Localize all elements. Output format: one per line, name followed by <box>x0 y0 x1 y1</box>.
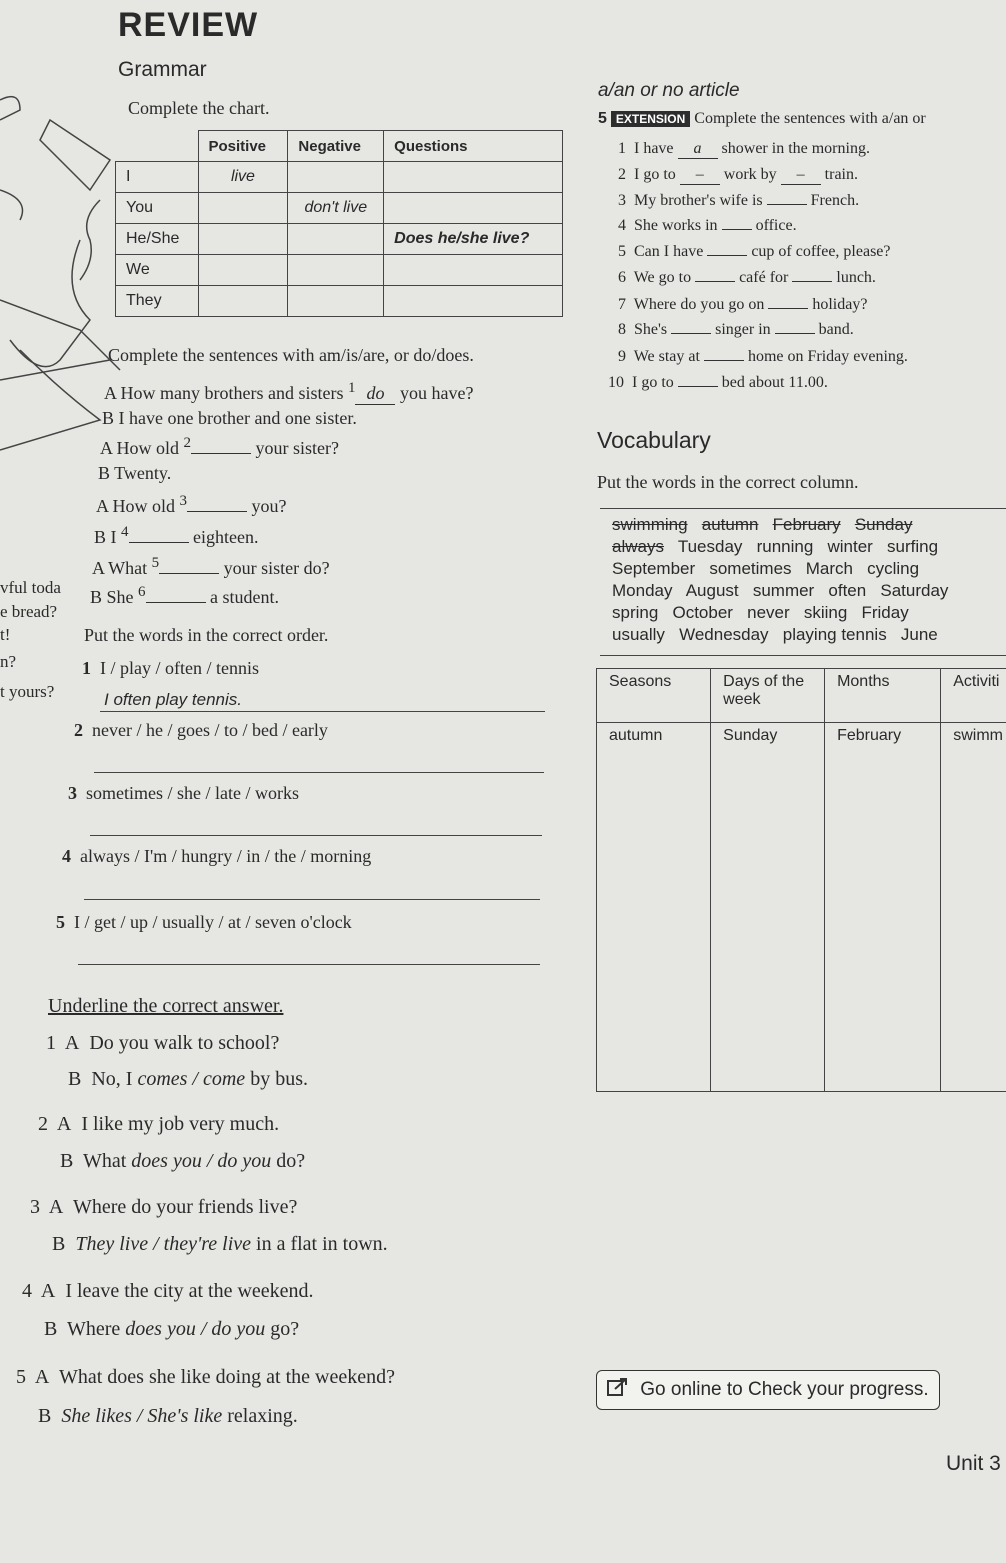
answer-blank[interactable] <box>159 573 219 574</box>
dialogue-line: B Twenty. <box>98 463 172 483</box>
ex1-instruction: Complete the chart. <box>128 98 270 118</box>
answer-blank[interactable]: do <box>355 383 395 405</box>
word: September <box>612 559 696 578</box>
ex5-item: 3 My brother's wife is French. <box>618 192 860 209</box>
margin-fragment: t yours? <box>0 682 55 701</box>
chart-cell-question[interactable] <box>384 193 563 224</box>
chart-cell-question[interactable] <box>384 255 563 286</box>
unit-label: Unit 3 <box>946 1452 1001 1475</box>
chart-cell-negative[interactable] <box>288 162 384 193</box>
chart-subject: They <box>116 286 199 317</box>
extension-badge: EXTENSION <box>611 111 690 127</box>
article-heading: a/an or no article <box>598 80 740 101</box>
answer-blank[interactable] <box>146 602 206 603</box>
ex4-question: 3 A Where do your friends live? <box>30 1196 298 1218</box>
column-header-months: Months <box>825 669 941 723</box>
dialogue-line: B She $^6$ a student. <box>90 584 280 607</box>
chart-cell-positive[interactable] <box>198 286 288 317</box>
word: Tuesday <box>677 537 743 556</box>
chart-subject: You <box>116 193 199 224</box>
ex5-item: 6 We go to café for lunch. <box>618 269 876 286</box>
word: always <box>612 537 664 556</box>
chart-cell-negative[interactable]: don't live <box>288 193 384 224</box>
answer-choice[interactable]: She likes / She's like <box>61 1405 223 1427</box>
word-box-top <box>600 508 1006 509</box>
chart-row <box>116 193 563 224</box>
dialogue-line: A What $^5$ your sister do? <box>92 555 330 578</box>
word: Friday <box>861 603 909 622</box>
word: running <box>756 537 814 556</box>
ex5-item: 4 She works in office. <box>618 217 797 234</box>
word-row <box>612 558 948 580</box>
chart-row <box>116 286 563 317</box>
chart-cell-question[interactable] <box>384 162 563 193</box>
chart-cell-negative[interactable] <box>288 224 384 255</box>
word: playing tennis <box>782 625 887 644</box>
vocabulary-heading: Vocabulary <box>597 427 711 453</box>
ex4-answer: B They live / they're live in a flat in town. <box>52 1233 388 1255</box>
column-header-seasons: Seasons <box>597 669 711 723</box>
chart-header-row <box>116 131 563 162</box>
chart-cell-positive[interactable] <box>198 255 288 286</box>
ex4-question: 2 A I like my job very much. <box>38 1113 280 1135</box>
ex3-item: 5 I / get / up / usually / at / seven o'clock <box>56 912 352 932</box>
ex3-item: 2 never / he / goes / to / bed / early <box>74 720 328 740</box>
chart-header-negative: Negative <box>288 131 384 162</box>
dialogue-line: A How many brothers and sisters $^1$ do you have? <box>104 380 474 403</box>
chart-header-positive: Positive <box>198 131 288 162</box>
chart-cell-negative[interactable] <box>288 286 384 317</box>
answer-line[interactable] <box>84 899 540 900</box>
word: February <box>772 515 841 534</box>
answer-blank[interactable] <box>129 542 189 543</box>
word: often <box>828 581 867 600</box>
margin-fragment: e bread? <box>0 602 58 621</box>
margin-fragment: vful toda <box>0 578 61 597</box>
ex3-item: 1 I / play / often / tennis <box>82 658 259 678</box>
margin-fragment: t! <box>0 625 11 644</box>
ex3-instruction: Put the words in the correct order. <box>84 625 329 645</box>
chart-cell-positive[interactable]: live <box>198 162 288 193</box>
word: swimming <box>612 515 688 534</box>
ex5-header: 5 EXTENSION Complete the sentences with a/an or <box>598 110 926 127</box>
word: autumn <box>701 515 759 534</box>
ex3-item: 4 always / I'm / hungry / in / the / morning <box>62 846 372 866</box>
ex4-answer: B No, I comes / come by bus. <box>68 1068 308 1090</box>
days-column[interactable]: Sunday <box>711 723 825 1092</box>
answer-choice[interactable]: does you / do you <box>131 1150 272 1172</box>
word-row <box>612 580 948 602</box>
ex2-instruction: Complete the sentences with am/is/are, or do/does. <box>108 345 474 365</box>
external-link-icon <box>607 1377 629 1403</box>
dialogue-line: B I have one brother and one sister. <box>102 408 357 428</box>
column-header-days: Days of the week <box>711 669 825 723</box>
chart-row <box>116 255 563 286</box>
word: never <box>747 603 790 622</box>
dialogue-line: A How old $^2$ your sister? <box>100 435 339 458</box>
ex5-item: 8 She's singer in band. <box>618 321 854 338</box>
word: Saturday <box>880 581 949 600</box>
chart-cell-positive[interactable] <box>198 224 288 255</box>
ex4-question: 5 A What does she like doing at the weekend? <box>16 1366 395 1388</box>
word-bank <box>612 514 948 646</box>
chart-cell-negative[interactable] <box>288 255 384 286</box>
ex5-item: 7 Where do you go on holiday? <box>618 296 868 313</box>
answer-blank[interactable] <box>191 453 251 454</box>
answer-line <box>100 711 545 712</box>
word-row <box>612 514 948 536</box>
chart-cell-question[interactable] <box>384 286 563 317</box>
word: Wednesday <box>679 625 769 644</box>
word: August <box>685 581 739 600</box>
answer-choice[interactable]: They live / they're live <box>75 1233 252 1255</box>
word-row <box>612 602 948 624</box>
vocab-instruction: Put the words in the correct column. <box>597 472 859 492</box>
ex5-item: 2 I go to – work by – train. <box>618 166 858 183</box>
answer-choice[interactable]: does you / do you <box>125 1318 266 1340</box>
margin-fragment: n? <box>0 652 17 671</box>
answer-line[interactable] <box>94 772 544 773</box>
grammar-heading: Grammar <box>118 58 207 81</box>
ex3-item: 3 sometimes / she / late / works <box>68 783 299 803</box>
column-header-activities: Activiti <box>941 669 1006 723</box>
dialogue-line: B I $^4$ eighteen. <box>94 524 259 547</box>
dialogue-line: A How old $^3$ you? <box>96 493 287 516</box>
word: skiing <box>803 603 848 622</box>
word: sometimes <box>709 559 792 578</box>
word: June <box>900 625 938 644</box>
word: surfing <box>887 537 939 556</box>
page-title: REVIEW <box>118 6 259 44</box>
seasons-column[interactable]: autumn <box>597 723 711 1092</box>
months-column[interactable]: February <box>825 723 941 1092</box>
ex3-answer[interactable]: I often play tennis. <box>104 690 242 709</box>
word: winter <box>827 537 873 556</box>
word: October <box>672 603 733 622</box>
ex5-item: 10 I go to bed about 11.00. <box>608 374 828 391</box>
word: usually <box>612 625 665 644</box>
answer-line[interactable] <box>90 835 542 836</box>
word-row <box>612 536 948 558</box>
online-progress-text: Go online to Check your progress. <box>640 1379 929 1401</box>
answer-blank[interactable] <box>187 511 247 512</box>
word-box-bottom <box>600 655 1006 656</box>
word: March <box>805 559 853 578</box>
answer-choice[interactable]: comes / come <box>137 1068 246 1090</box>
chart-subject: I <box>116 162 199 193</box>
ex4-question: 1 A Do you walk to school? <box>46 1032 280 1054</box>
ex4-answer: B What does you / do you do? <box>60 1150 306 1172</box>
verb-chart <box>115 130 563 317</box>
online-progress-banner[interactable] <box>596 1370 940 1410</box>
chart-header-questions: Questions <box>384 131 563 162</box>
activities-column[interactable]: swimm <box>941 723 1006 1092</box>
chart-row <box>116 162 563 193</box>
chart-row <box>116 224 563 255</box>
word: cycling <box>867 559 920 578</box>
chart-subject: We <box>116 255 199 286</box>
chart-cell-question[interactable]: Does he/she live? <box>384 224 563 255</box>
answer-line[interactable] <box>78 964 540 965</box>
word: Sunday <box>854 515 913 534</box>
vocab-table <box>596 668 1006 1092</box>
word-row <box>612 624 948 646</box>
chart-subject: He/She <box>116 224 199 255</box>
chart-cell-positive[interactable] <box>198 193 288 224</box>
word: summer <box>752 581 815 600</box>
word: spring <box>612 603 659 622</box>
ex4-question: 4 A I leave the city at the weekend. <box>22 1280 314 1302</box>
ex5-item: 9 We stay at home on Friday evening. <box>618 348 908 365</box>
ex4-answer: B She likes / She's like relaxing. <box>38 1405 298 1427</box>
ex5-item: 1 I have a shower in the morning. <box>618 140 870 157</box>
ex4-answer: B Where does you / do you go? <box>44 1318 300 1340</box>
word: Monday <box>612 581 673 600</box>
ex5-item: 5 Can I have cup of coffee, please? <box>618 243 891 260</box>
ex4-instruction: Underline the correct answer. <box>48 995 284 1017</box>
